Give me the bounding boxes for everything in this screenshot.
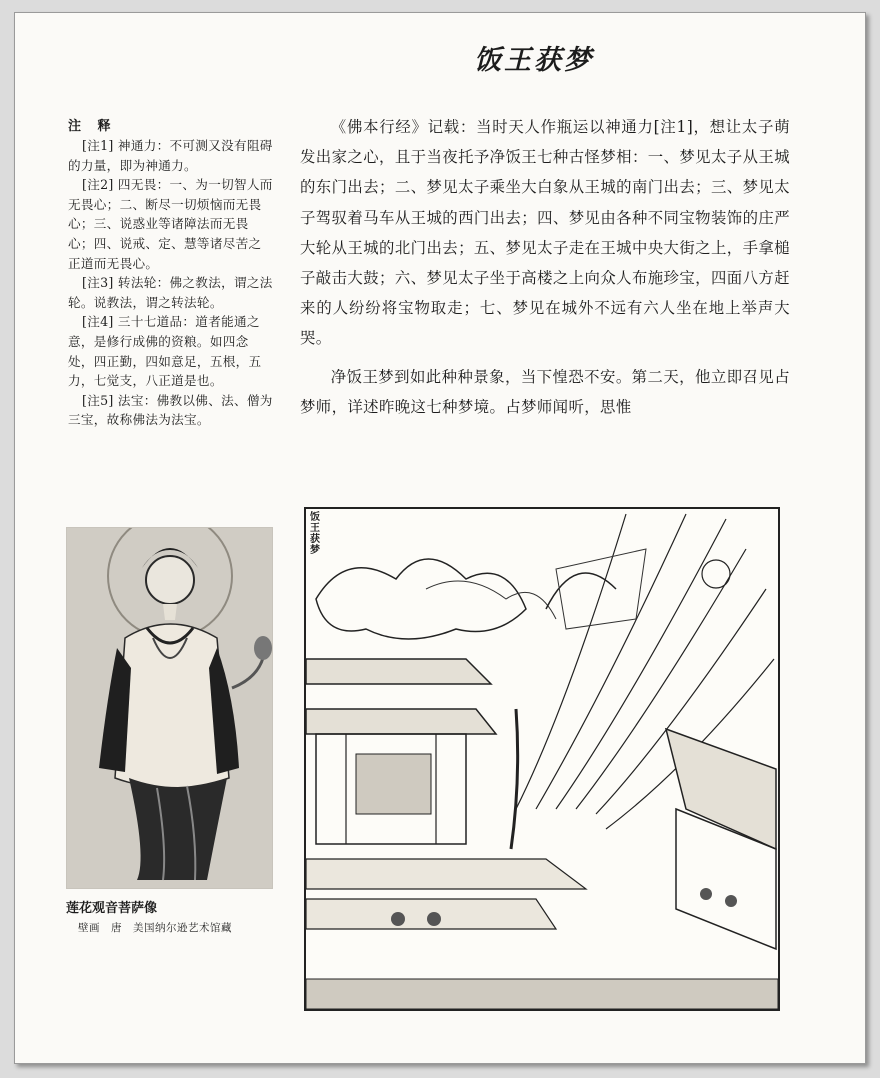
body-paragraph-1: 《佛本行经》记载：当时天人作瓶运以神通力[注1]，想让太子萌发出家之心，且于当夜托予净饭王七种古怪梦相：一、梦见太子从王城的东门出去；二、梦见太子乘坐大白象从王城的南门出去；三、梦见太子驾驭着马车从王城的西门出去；四、梦见由各种不同宝物装饰的庄严大轮从王城的北门出去；五、梦见太子走在王城中央大街之上，手拿槌子敲击大鼓；六、梦见太子坐于高楼之上向众人布施珍宝，四面八方赶来的人纷纷将宝物取走；七、梦见在城外不远有六人坐在地上举声大哭。 bbox=[300, 118, 790, 348]
note-2: [注2] 四无畏：一、为一切智人而无畏心；二、断尽一切烦恼而无畏心；三、说惑业等诸障法而无畏心；四、说戒、定、慧等诸尽苦之正道而无畏心。 bbox=[68, 177, 273, 271]
painting-caption: 莲花观音菩萨像 bbox=[66, 901, 158, 916]
note-3: [注3] 转法轮：佛之教法，谓之法轮。说教法，谓之转法轮。 bbox=[68, 275, 273, 310]
note-5: [注5] 法宝：佛教以佛、法、僧为三宝，故称佛法为法宝。 bbox=[68, 392, 273, 428]
notes-heading: 注 释 bbox=[68, 119, 117, 134]
page-title: 饭王获梦 bbox=[474, 45, 594, 76]
main-text bbox=[300, 112, 790, 430]
bodhisattva-painting bbox=[66, 527, 273, 889]
body-paragraph-2: 净饭王梦到如此种种景象，当下惶恐不安。第二天，他立即召见占梦师，详述昨晚这七种梦境。占梦师闻听，思惟 bbox=[300, 367, 790, 416]
note-4: [注4] 三十七道品：道者能通之意，是修行成佛的资粮。如四念处，四正勤，四如意足，五根，五力，七觉支，八正道是也。 bbox=[68, 314, 262, 389]
woodcut-label: 饭王获梦 bbox=[310, 512, 320, 556]
painting-credit: 壁画 唐 美国纳尔逊艺术馆藏 bbox=[78, 922, 232, 934]
note-1: [注1] 神通力：不可测又没有阻碍的力量，即为神通力。 bbox=[68, 138, 273, 173]
woodcut-illustration bbox=[304, 507, 780, 1011]
notes-column bbox=[68, 136, 274, 430]
